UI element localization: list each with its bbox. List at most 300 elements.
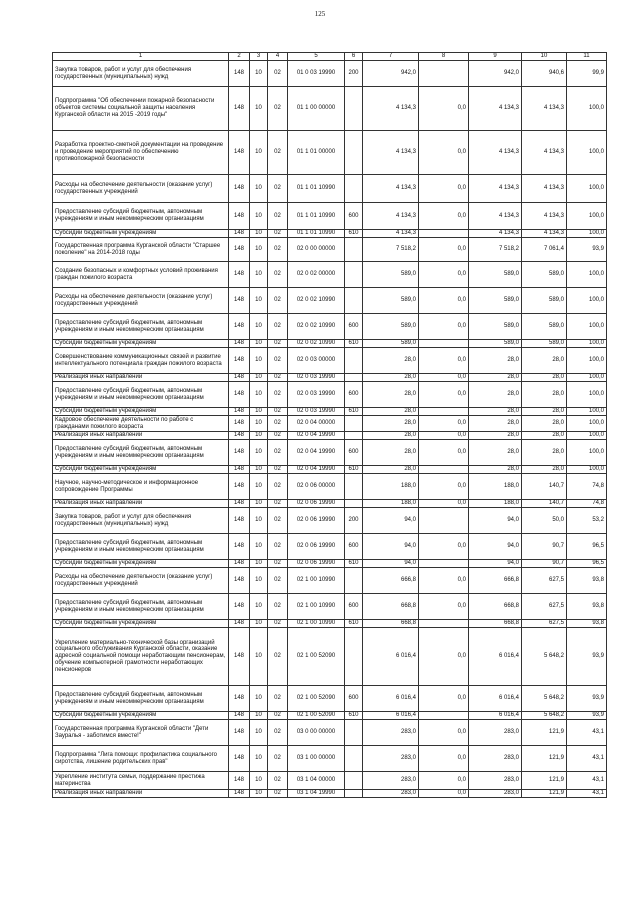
amount-cell	[419, 508, 469, 534]
amount-cell: 6 016,4	[363, 712, 419, 720]
amount-cell: 53,2	[567, 508, 607, 534]
code-cell: 10	[250, 131, 268, 175]
table-row	[53, 628, 607, 686]
table-row	[53, 720, 607, 746]
code-cell: 10	[250, 620, 268, 628]
amount-cell: 28,0	[469, 348, 522, 374]
amount-cell: 0,0	[419, 500, 469, 508]
code-cell: 148	[229, 416, 250, 432]
amount-cell: 94,0	[469, 534, 522, 560]
row-name: Субсидии бюджетным учреждениям	[53, 620, 229, 628]
row-name: Субсидии бюджетным учреждениям	[53, 712, 229, 720]
amount-cell: 668,8	[363, 594, 419, 620]
amount-cell: 93,8	[567, 594, 607, 620]
code-cell: 02	[268, 238, 288, 262]
amount-cell: 0,0	[419, 432, 469, 440]
row-name: Укрепление института семьи, поддержание престижа материнства	[53, 772, 229, 790]
code-cell	[345, 720, 363, 746]
code-cell: 02 0 00 00000	[288, 238, 345, 262]
code-cell: 02 0 04 19990	[288, 432, 345, 440]
code-cell: 610	[345, 466, 363, 474]
code-cell: 148	[229, 440, 250, 466]
amount-cell: 140,7	[522, 500, 567, 508]
amount-cell: 100,0	[567, 288, 607, 314]
amount-cell	[419, 340, 469, 348]
amount-cell: 4 134,3	[469, 175, 522, 203]
amount-cell: 6 016,4	[363, 686, 419, 712]
amount-cell: 6 016,4	[469, 628, 522, 686]
code-cell: 148	[229, 408, 250, 416]
table-row	[53, 620, 607, 628]
table-row	[53, 238, 607, 262]
amount-cell: 74,8	[567, 474, 607, 500]
column-header: 8	[419, 53, 469, 61]
code-cell: 610	[345, 620, 363, 628]
amount-cell: 589,0	[522, 314, 567, 340]
code-cell: 10	[250, 790, 268, 798]
code-cell: 02	[268, 790, 288, 798]
code-cell: 02	[268, 474, 288, 500]
code-cell: 02 1 00 52090	[288, 628, 345, 686]
table-row	[53, 508, 607, 534]
code-cell: 02	[268, 712, 288, 720]
code-cell: 02 0 06 19990	[288, 500, 345, 508]
amount-cell: 0,0	[419, 568, 469, 594]
code-cell: 10	[250, 560, 268, 568]
code-cell: 03 1 00 00000	[288, 746, 345, 772]
amount-cell: 589,0	[363, 262, 419, 288]
code-cell: 148	[229, 340, 250, 348]
amount-cell: 7 518,2	[363, 238, 419, 262]
amount-cell: 0,0	[419, 87, 469, 131]
code-cell: 02	[268, 746, 288, 772]
amount-cell: 99,9	[567, 61, 607, 87]
code-cell: 02 0 03 19990	[288, 374, 345, 382]
code-cell: 02	[268, 508, 288, 534]
code-cell: 02	[268, 374, 288, 382]
code-cell: 01 1 00 00000	[288, 87, 345, 131]
code-cell: 02	[268, 288, 288, 314]
table-row	[53, 746, 607, 772]
table-row	[53, 712, 607, 720]
amount-cell: 140,7	[522, 474, 567, 500]
amount-cell: 5 648,2	[522, 628, 567, 686]
amount-cell: 589,0	[469, 340, 522, 348]
amount-cell: 666,8	[469, 568, 522, 594]
column-header: 7	[363, 53, 419, 61]
code-cell	[345, 500, 363, 508]
code-cell	[345, 416, 363, 432]
amount-cell: 0,0	[419, 238, 469, 262]
code-cell: 03 0 00 00000	[288, 720, 345, 746]
amount-cell: 121,9	[522, 746, 567, 772]
amount-cell: 0,0	[419, 314, 469, 340]
row-name: Подпрограмма "Об обеспечении пожарной безопасности объектов системы социальной защиты населения Курганской области на 2015 -2019 годы"	[53, 87, 229, 131]
amount-cell: 0,0	[419, 790, 469, 798]
code-cell: 02	[268, 262, 288, 288]
amount-cell: 28,0	[469, 416, 522, 432]
code-cell: 148	[229, 131, 250, 175]
code-cell: 02	[268, 382, 288, 408]
amount-cell	[419, 712, 469, 720]
code-cell: 10	[250, 408, 268, 416]
amount-cell: 100,0	[567, 382, 607, 408]
row-name: Реализация иных направлений	[53, 500, 229, 508]
amount-cell: 4 134,3	[522, 131, 567, 175]
code-cell	[345, 746, 363, 772]
amount-cell: 28,0	[469, 466, 522, 474]
amount-cell: 100,0	[567, 440, 607, 466]
amount-cell: 0,0	[419, 474, 469, 500]
code-cell: 610	[345, 560, 363, 568]
amount-cell: 100,0	[567, 416, 607, 432]
code-cell: 02 1 00 52090	[288, 686, 345, 712]
code-cell: 02	[268, 534, 288, 560]
table-row	[53, 560, 607, 568]
code-cell: 02	[268, 203, 288, 230]
amount-cell: 7 518,2	[469, 238, 522, 262]
amount-cell: 6 016,4	[363, 628, 419, 686]
column-header: 4	[268, 53, 288, 61]
amount-cell: 90,7	[522, 560, 567, 568]
code-cell: 02	[268, 628, 288, 686]
table-row	[53, 262, 607, 288]
code-cell: 148	[229, 432, 250, 440]
row-name: Предоставление субсидий бюджетным, автономным учреждениям и иным некоммерческим организациям	[53, 686, 229, 712]
code-cell: 148	[229, 712, 250, 720]
amount-cell: 100,0	[567, 432, 607, 440]
code-cell: 148	[229, 746, 250, 772]
code-cell: 10	[250, 534, 268, 560]
code-cell: 600	[345, 440, 363, 466]
amount-cell: 589,0	[522, 340, 567, 348]
amount-cell: 589,0	[363, 340, 419, 348]
code-cell: 10	[250, 466, 268, 474]
amount-cell: 283,0	[363, 790, 419, 798]
amount-cell: 0,0	[419, 720, 469, 746]
amount-cell: 0,0	[419, 772, 469, 790]
code-cell: 02 0 03 19990	[288, 408, 345, 416]
row-name: Реализация иных направлений	[53, 790, 229, 798]
code-cell: 148	[229, 534, 250, 560]
code-cell: 600	[345, 203, 363, 230]
amount-cell: 668,8	[469, 620, 522, 628]
table-row	[53, 416, 607, 432]
amount-cell: 121,9	[522, 772, 567, 790]
row-name: Предоставление субсидий бюджетным, автономным учреждениям и иным некоммерческим организациям	[53, 440, 229, 466]
amount-cell: 28,0	[363, 382, 419, 408]
row-name: Совершенствование коммуникационных связей и развитие интеллектуального потенциала граждан пожилого возраста	[53, 348, 229, 374]
code-cell: 01 1 01 10990	[288, 203, 345, 230]
table-row	[53, 61, 607, 87]
amount-cell: 121,9	[522, 790, 567, 798]
code-cell: 10	[250, 348, 268, 374]
code-cell: 10	[250, 474, 268, 500]
amount-cell: 0,0	[419, 746, 469, 772]
code-cell: 148	[229, 772, 250, 790]
code-cell: 01 0 03 19990	[288, 61, 345, 87]
code-cell: 01 1 01 00000	[288, 131, 345, 175]
code-cell: 148	[229, 262, 250, 288]
code-cell: 10	[250, 203, 268, 230]
amount-cell: 6 016,4	[469, 712, 522, 720]
code-cell: 10	[250, 374, 268, 382]
amount-cell: 100,0	[567, 131, 607, 175]
amount-cell: 28,0	[469, 432, 522, 440]
code-cell: 148	[229, 175, 250, 203]
amount-cell: 94,0	[363, 508, 419, 534]
amount-cell: 589,0	[363, 314, 419, 340]
code-cell: 148	[229, 686, 250, 712]
amount-cell: 0,0	[419, 374, 469, 382]
amount-cell: 96,5	[567, 534, 607, 560]
code-cell	[345, 374, 363, 382]
amount-cell: 0,0	[419, 440, 469, 466]
code-cell: 02	[268, 175, 288, 203]
code-cell: 10	[250, 720, 268, 746]
code-cell	[345, 348, 363, 374]
code-cell: 02 0 03 00000	[288, 348, 345, 374]
code-cell: 10	[250, 594, 268, 620]
code-cell: 148	[229, 790, 250, 798]
amount-cell: 28,0	[469, 408, 522, 416]
amount-cell	[419, 61, 469, 87]
code-cell: 10	[250, 568, 268, 594]
amount-cell: 74,8	[567, 500, 607, 508]
amount-cell: 627,5	[522, 568, 567, 594]
amount-cell: 283,0	[363, 746, 419, 772]
row-name: Научное, научно-методическое и информационное сопровождение Программы	[53, 474, 229, 500]
column-header: 9	[469, 53, 522, 61]
code-cell	[345, 175, 363, 203]
amount-cell: 4 134,3	[522, 175, 567, 203]
code-cell: 10	[250, 508, 268, 534]
amount-cell	[419, 466, 469, 474]
amount-cell: 4 134,3	[469, 203, 522, 230]
amount-cell: 28,0	[522, 440, 567, 466]
code-cell: 600	[345, 382, 363, 408]
code-cell: 03 1 04 19990	[288, 790, 345, 798]
amount-cell: 7 061,4	[522, 238, 567, 262]
code-cell: 02	[268, 61, 288, 87]
amount-cell: 28,0	[522, 348, 567, 374]
code-cell: 02 0 04 19990	[288, 440, 345, 466]
column-header: 10	[522, 53, 567, 61]
amount-cell: 4 134,3	[363, 131, 419, 175]
code-cell	[345, 131, 363, 175]
table-row	[53, 203, 607, 230]
code-cell	[345, 288, 363, 314]
code-cell: 148	[229, 382, 250, 408]
code-cell: 02 1 00 10990	[288, 620, 345, 628]
amount-cell: 121,9	[522, 720, 567, 746]
amount-cell: 188,0	[363, 500, 419, 508]
amount-cell: 28,0	[522, 382, 567, 408]
amount-cell: 100,0	[567, 408, 607, 416]
amount-cell: 100,0	[567, 203, 607, 230]
amount-cell: 43,1	[567, 772, 607, 790]
amount-cell: 4 134,3	[522, 203, 567, 230]
row-name: Субсидии бюджетным учреждениям	[53, 560, 229, 568]
amount-cell: 100,0	[567, 466, 607, 474]
amount-cell: 283,0	[363, 720, 419, 746]
amount-cell: 0,0	[419, 628, 469, 686]
code-cell: 148	[229, 374, 250, 382]
code-cell: 148	[229, 594, 250, 620]
amount-cell: 589,0	[469, 262, 522, 288]
table-row	[53, 408, 607, 416]
amount-cell: 94,0	[363, 560, 419, 568]
row-name: Субсидии бюджетным учреждениям	[53, 340, 229, 348]
code-cell: 02	[268, 348, 288, 374]
table-row	[53, 594, 607, 620]
code-cell: 10	[250, 432, 268, 440]
amount-cell: 43,1	[567, 790, 607, 798]
code-cell: 10	[250, 686, 268, 712]
table-row	[53, 382, 607, 408]
amount-cell	[419, 408, 469, 416]
amount-cell: 627,5	[522, 594, 567, 620]
amount-cell: 589,0	[522, 288, 567, 314]
amount-cell: 100,0	[567, 348, 607, 374]
amount-cell: 0,0	[419, 262, 469, 288]
amount-cell: 50,0	[522, 508, 567, 534]
page-number: 125	[314, 10, 326, 18]
code-cell	[345, 772, 363, 790]
code-cell: 10	[250, 416, 268, 432]
amount-cell: 4 134,3	[363, 87, 419, 131]
row-name: Субсидии бюджетным учреждениям	[53, 230, 229, 238]
row-name: Закупка товаров, работ и услуг для обеспечения государственных (муниципальных) нужд	[53, 61, 229, 87]
row-name: Реализация иных направлений	[53, 432, 229, 440]
column-header: 11	[567, 53, 607, 61]
amount-cell: 93,9	[567, 686, 607, 712]
amount-cell: 93,9	[567, 238, 607, 262]
code-cell: 148	[229, 288, 250, 314]
amount-cell: 28,0	[522, 432, 567, 440]
code-cell: 02	[268, 408, 288, 416]
table-row	[53, 348, 607, 374]
amount-cell: 5 648,2	[522, 686, 567, 712]
table-row	[53, 440, 607, 466]
amount-cell: 28,0	[363, 348, 419, 374]
row-name: Кадровое обеспечение деятельности по работе с гражданами пожилого возраста	[53, 416, 229, 432]
amount-cell: 93,9	[567, 712, 607, 720]
amount-cell: 589,0	[363, 288, 419, 314]
amount-cell: 940,6	[522, 61, 567, 87]
code-cell: 10	[250, 440, 268, 466]
amount-cell: 0,0	[419, 348, 469, 374]
code-cell: 610	[345, 340, 363, 348]
amount-cell: 4 134,3	[469, 131, 522, 175]
amount-cell: 4 134,3	[522, 87, 567, 131]
code-cell: 02	[268, 131, 288, 175]
row-name: Расходы на обеспечение деятельности (оказание услуг) государственных учреждений	[53, 175, 229, 203]
amount-cell: 283,0	[469, 746, 522, 772]
column-header: 3	[250, 53, 268, 61]
row-name: Предоставление субсидий бюджетным, автономным учреждениям и иным некоммерческим организациям	[53, 314, 229, 340]
budget-table	[52, 52, 607, 798]
code-cell: 600	[345, 686, 363, 712]
table-row	[53, 175, 607, 203]
table-row	[53, 374, 607, 382]
code-cell	[345, 432, 363, 440]
amount-cell: 93,8	[567, 568, 607, 594]
amount-cell: 28,0	[363, 374, 419, 382]
amount-cell: 28,0	[469, 382, 522, 408]
code-cell: 02	[268, 594, 288, 620]
table-row	[53, 474, 607, 500]
code-cell	[345, 87, 363, 131]
code-cell: 02 1 00 10990	[288, 568, 345, 594]
amount-cell: 100,0	[567, 230, 607, 238]
amount-cell: 28,0	[522, 416, 567, 432]
code-cell: 02	[268, 500, 288, 508]
table-row	[53, 686, 607, 712]
amount-cell: 0,0	[419, 382, 469, 408]
amount-cell: 5 648,2	[522, 712, 567, 720]
code-cell: 610	[345, 712, 363, 720]
code-cell: 02	[268, 772, 288, 790]
code-cell: 02	[268, 466, 288, 474]
code-cell: 200	[345, 61, 363, 87]
code-cell: 02 0 06 19990	[288, 534, 345, 560]
amount-cell: 283,0	[469, 772, 522, 790]
amount-cell: 0,0	[419, 131, 469, 175]
code-cell: 600	[345, 314, 363, 340]
amount-cell: 43,1	[567, 720, 607, 746]
code-cell: 148	[229, 348, 250, 374]
amount-cell: 94,0	[363, 534, 419, 560]
table-row	[53, 568, 607, 594]
amount-cell: 627,5	[522, 620, 567, 628]
table-row	[53, 772, 607, 790]
column-header: 5	[288, 53, 345, 61]
amount-cell: 100,0	[567, 262, 607, 288]
code-cell: 10	[250, 628, 268, 686]
amount-cell: 100,0	[567, 374, 607, 382]
code-cell	[345, 238, 363, 262]
code-cell: 02 0 04 19990	[288, 466, 345, 474]
code-cell: 148	[229, 61, 250, 87]
amount-cell: 93,8	[567, 620, 607, 628]
code-cell: 02	[268, 230, 288, 238]
row-name: Реализация иных направлений	[53, 374, 229, 382]
code-cell: 600	[345, 594, 363, 620]
code-cell: 02	[268, 620, 288, 628]
amount-cell: 188,0	[469, 500, 522, 508]
row-name: Укрепление материально-технической базы организаций социального обслуживания Курганской области, оказание адресной социальной помощи неработающим пенсионерам, обучение компьютерной грамотности неработающих пенсионеров	[53, 628, 229, 686]
code-cell: 10	[250, 230, 268, 238]
amount-cell: 4 134,3	[522, 230, 567, 238]
row-name: Предоставление субсидий бюджетным, автономным учреждениям и иным некоммерческим организациям	[53, 594, 229, 620]
amount-cell: 4 134,3	[469, 87, 522, 131]
column-header: 1	[53, 53, 229, 61]
code-cell: 148	[229, 560, 250, 568]
code-cell: 02	[268, 440, 288, 466]
table-row	[53, 131, 607, 175]
code-cell: 02 1 00 52090	[288, 712, 345, 720]
table-row	[53, 790, 607, 798]
amount-cell: 100,0	[567, 314, 607, 340]
code-cell: 02 0 02 10990	[288, 340, 345, 348]
code-cell: 02 1 00 10990	[288, 594, 345, 620]
amount-cell: 28,0	[363, 432, 419, 440]
row-name: Предоставление субсидий бюджетным, автономным учреждениям и иным некоммерческим организациям	[53, 534, 229, 560]
code-cell: 02	[268, 87, 288, 131]
row-name: Расходы на обеспечение деятельности (оказание услуг) государственных учреждений	[53, 568, 229, 594]
code-cell: 10	[250, 500, 268, 508]
